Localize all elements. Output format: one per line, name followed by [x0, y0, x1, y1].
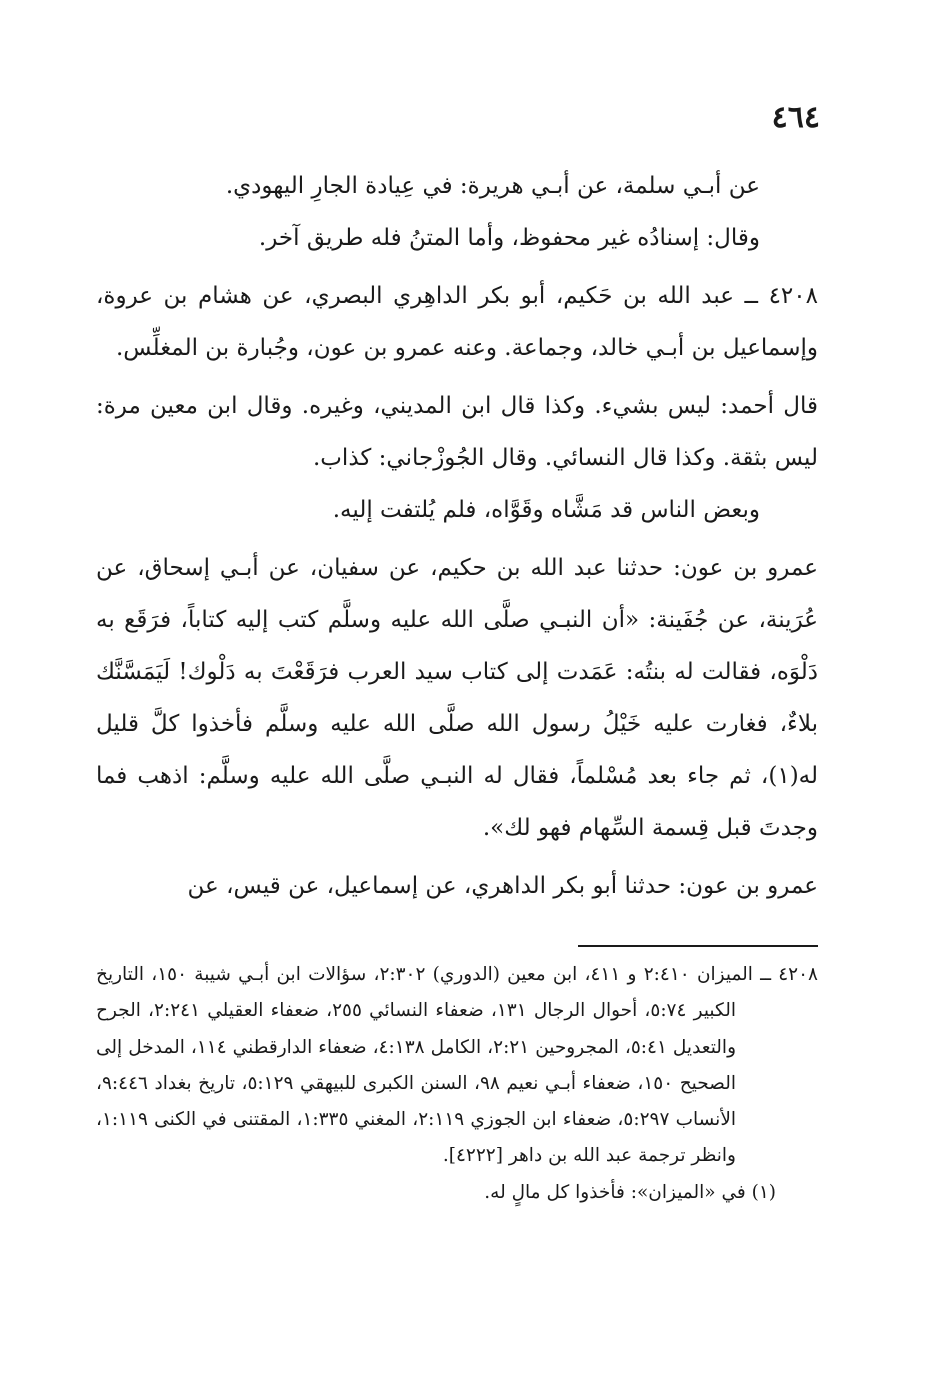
paragraph: وبعض الناس قد مَشَّاه وقَوَّاه، فلم يُلتفت إليه. — [332, 497, 760, 523]
footnote-1: (١) في «الميزان»: فأخذوا كل مالٍ له. — [484, 1181, 776, 1203]
entry-heading-paragraph: ٤٢٠٨ ــ عبد الله بن حَكيم، أبو بكر الداهِري البصري، عن هشام بن عروة، وإسماعيل بن أبـي خالد، وجماعة. وعنه عمرو بن عون، وجُبارة بن المغلِّس. — [96, 283, 818, 361]
page-number: ٤٦٤ — [771, 100, 820, 135]
sources-footnote: ٤٢٠٨ ــ الميزان ٢:٤١٠ و ٤١١، ابن معين (الدوري) ٢:٣٠٢، سؤالات ابن أبـي شيبة ١٥٠، التاريخ الكبير ٥:٧٤، أحوال الرجال ١٣١، ضعفاء النسائي ٢٥٥، ضعفاء العقيلي ٢:٢٤١، الجرح والتعديل ٥:٤١، المجروحين ٢:٢١، الكامل ٤:١٣٨، ضعفاء الدارقطني ١١٤، المدخل إلى الصحيح ١٥٠، ضعفاء أبـي نعيم ٩٨، السنن الكبرى للبيهقي ٥:١٢٩، تاريخ بغداد ٩:٤٤٦، الأنساب ٥:٢٩٧، ضعفاء ابن الجوزي ٢:١١٩، المغني ١:٣٣٥، المقتنى في الكنى ١:١١٩، وانظر ترجمة عبد الله بن داهر [٤٢٢٢]. — [96, 964, 818, 1167]
paragraph: قال أحمد: ليس بشيء. وكذا قال ابن المديني، وغيره. وقال ابن معين مرة: ليس بثقة. وكذا قال النسائي. وقال الجُوزْجاني: كذاب. — [96, 393, 818, 471]
paragraph: عمرو بن عون: حدثنا أبو بكر الداهري، عن إسماعيل، عن قيس، عن — [187, 873, 818, 899]
paragraph: وقال: إسنادُه غير محفوظ، وأما المتنُ فله طريق آخر. — [258, 225, 760, 251]
main-text — [96, 160, 818, 912]
footnotes — [96, 957, 818, 1211]
paragraph: عن أبـي سلمة، عن أبـي هريرة: في عِيادة الجارِ اليهودي. — [225, 173, 760, 199]
paragraph: عمرو بن عون: حدثنا عبد الله بن حكيم، عن سفيان، عن أبـي إسحاق، عن عُرَينة، عن جُفَينة: «أن النبـي صلَّى الله عليه وسلَّم كتب إليه كتاباً، فرَقَع به دَلْوَه، فقالت له بنتُه: عَمَدت إلى كتاب سيد العرب فرَقَعْتَ به دَلْوك! لَيَمَسَّنَّك بلاءٌ، فغارت عليه خَيْلُ رسول الله صلَّى الله عليه وسلَّم فأخذوا كلَّ قليل له(١)، ثم جاء بعد مُسْلماً، فقال له النبـي صلَّى الله عليه وسلَّم: اذهب فما وجدتَ قبل قِسمة السِّهام فهو لك». — [96, 555, 818, 841]
footnote-separator — [578, 945, 818, 947]
